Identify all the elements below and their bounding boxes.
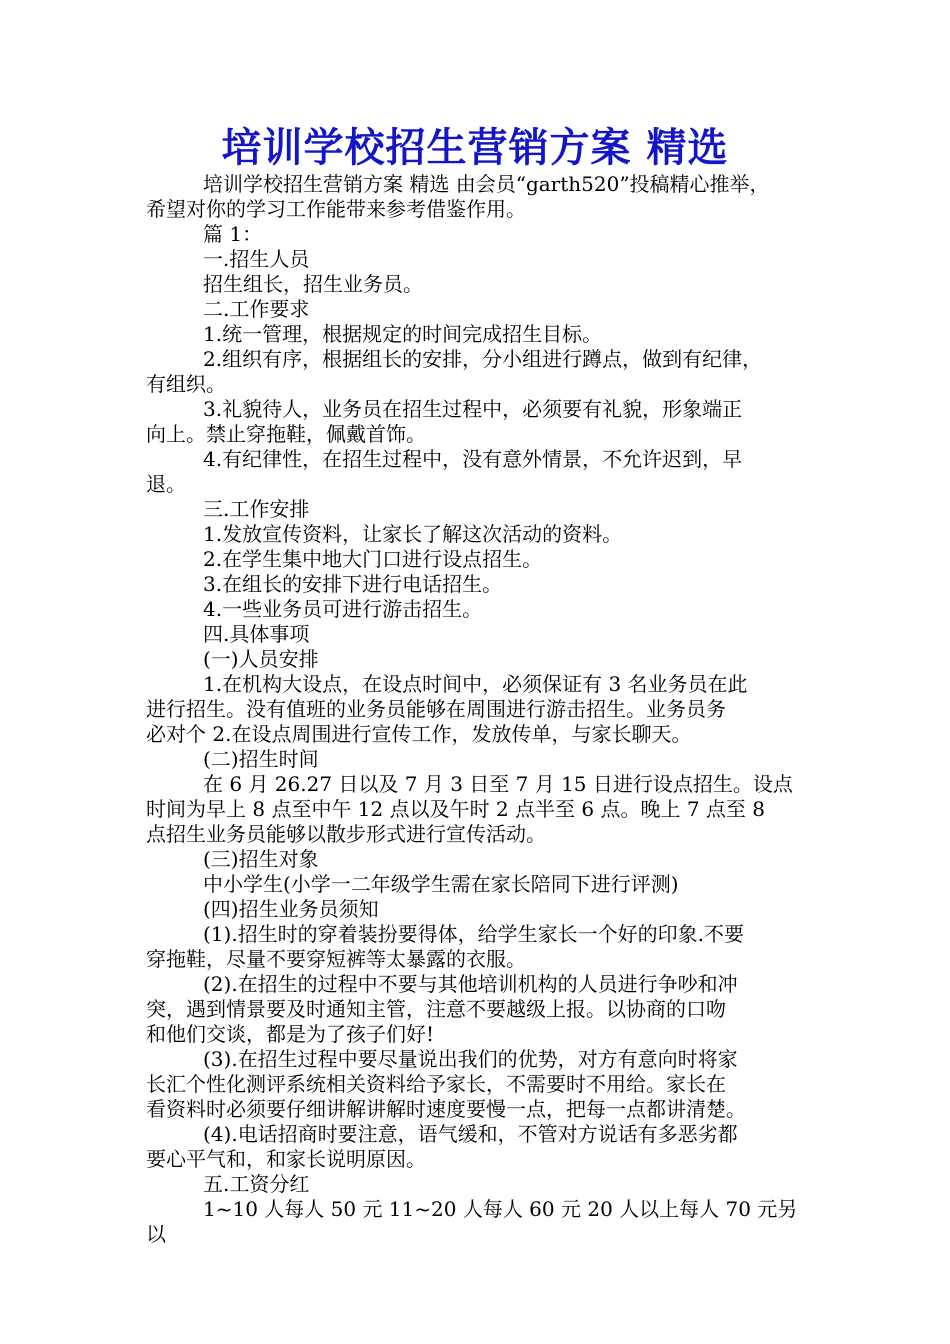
paragraph: 1~10 人每人 50 元 11~20 人每人 60 元 20 人以上每人 70 元另以 — [146, 1197, 798, 1246]
paragraph: 2.组织有序，根据组长的安排，分小组进行蹲点，做到有纪律， 有组织。 — [146, 347, 763, 396]
subsection-heading: (一)人员安排 — [203, 647, 319, 671]
paragraph: 中小学生(小学一二年级学生需在家长陪同下进行评测) — [203, 872, 679, 896]
subsection-heading: (二)招生时间 — [203, 747, 319, 771]
paragraph: (2).在招生的过程中不要与其他培训机构的人员进行争吵和冲 突，遇到情景要及时通知主管，注意不要越级上报。以协商的口吻 和他们交谈，都是为了孩子们好! — [146, 972, 738, 1046]
section-heading: 五.工资分红 — [203, 1172, 310, 1196]
paragraph: 4.有纪律性，在招生过程中，没有意外情景，不允许迟到，早 退。 — [146, 447, 743, 496]
chapter-label: 篇 1： — [203, 222, 263, 246]
section-heading: 二.工作要求 — [203, 297, 310, 321]
section-heading: 四.具体事项 — [203, 622, 310, 646]
paragraph: (3).在招生过程中要尽量说出我们的优势，对方有意向时将家 长汇个性化测评系统相关资料给予家长，不需要时不用给。家长在 看资料时必须要仔细讲解讲解时速度要慢一点，把每一点都讲清楚。 — [146, 1047, 746, 1121]
paragraph: 1.统一管理，根据规定的时间完成招生目标。 — [203, 322, 603, 346]
paragraph: 1.发放宣传资料，让家长了解这次活动的资料。 — [203, 522, 623, 546]
section-heading: 三.工作安排 — [203, 497, 310, 521]
paragraph: 4.一些业务员可进行游击招生。 — [203, 597, 483, 621]
section-heading: 一.招生人员 — [203, 247, 310, 271]
paragraph: 2.在学生集中地大门口进行设点招生。 — [203, 547, 543, 571]
intro-paragraph: 培训学校招生营销方案 精选 由会员“garth520”投稿精心推举， 希望对你的学习工作能带来参考借鉴作用。 — [146, 172, 770, 221]
subsection-heading: (三)招生对象 — [203, 847, 319, 871]
paragraph: 招生组长，招生业务员。 — [203, 272, 423, 296]
document-title: 培训学校招生营销方案 精选 — [221, 125, 729, 171]
paragraph: 1.在机构大设点，在设点时间中，必须保证有 3 名业务员在此 进行招生。没有值班的业务员能够在周围进行游击招生。业务员务 必对个 2.在设点周围进行宣传工作，发放传单，与家长聊天。 — [146, 672, 748, 746]
paragraph: 在 6 月 26.27 日以及 7 月 3 日至 7 月 15 日进行设点招生。设点 时间为早上 8 点至中午 12 点以及午时 2 点半至 6 点。晚上 7 点至 8 点招生业务员能够以散步形式进行宣传活动。 — [146, 772, 793, 846]
document-body — [146, 172, 814, 1247]
paragraph: (4).电话招商时要注意，语气缓和，不管对方说话有多恶劣都 要心平气和，和家长说明原因。 — [146, 1122, 738, 1171]
paragraph: 3.在组长的安排下进行电话招生。 — [203, 572, 503, 596]
subsection-heading: (四)招生业务员须知 — [203, 897, 379, 921]
paragraph: 3.礼貌待人，业务员在招生过程中，必须要有礼貌，形象端正 向上。禁止穿拖鞋，佩戴首饰。 — [146, 397, 743, 446]
paragraph: (1).招生时的穿着装扮要得体，给学生家长一个好的印象.不要 穿拖鞋，尽量不要穿短裤等太暴露的衣服。 — [146, 922, 745, 971]
